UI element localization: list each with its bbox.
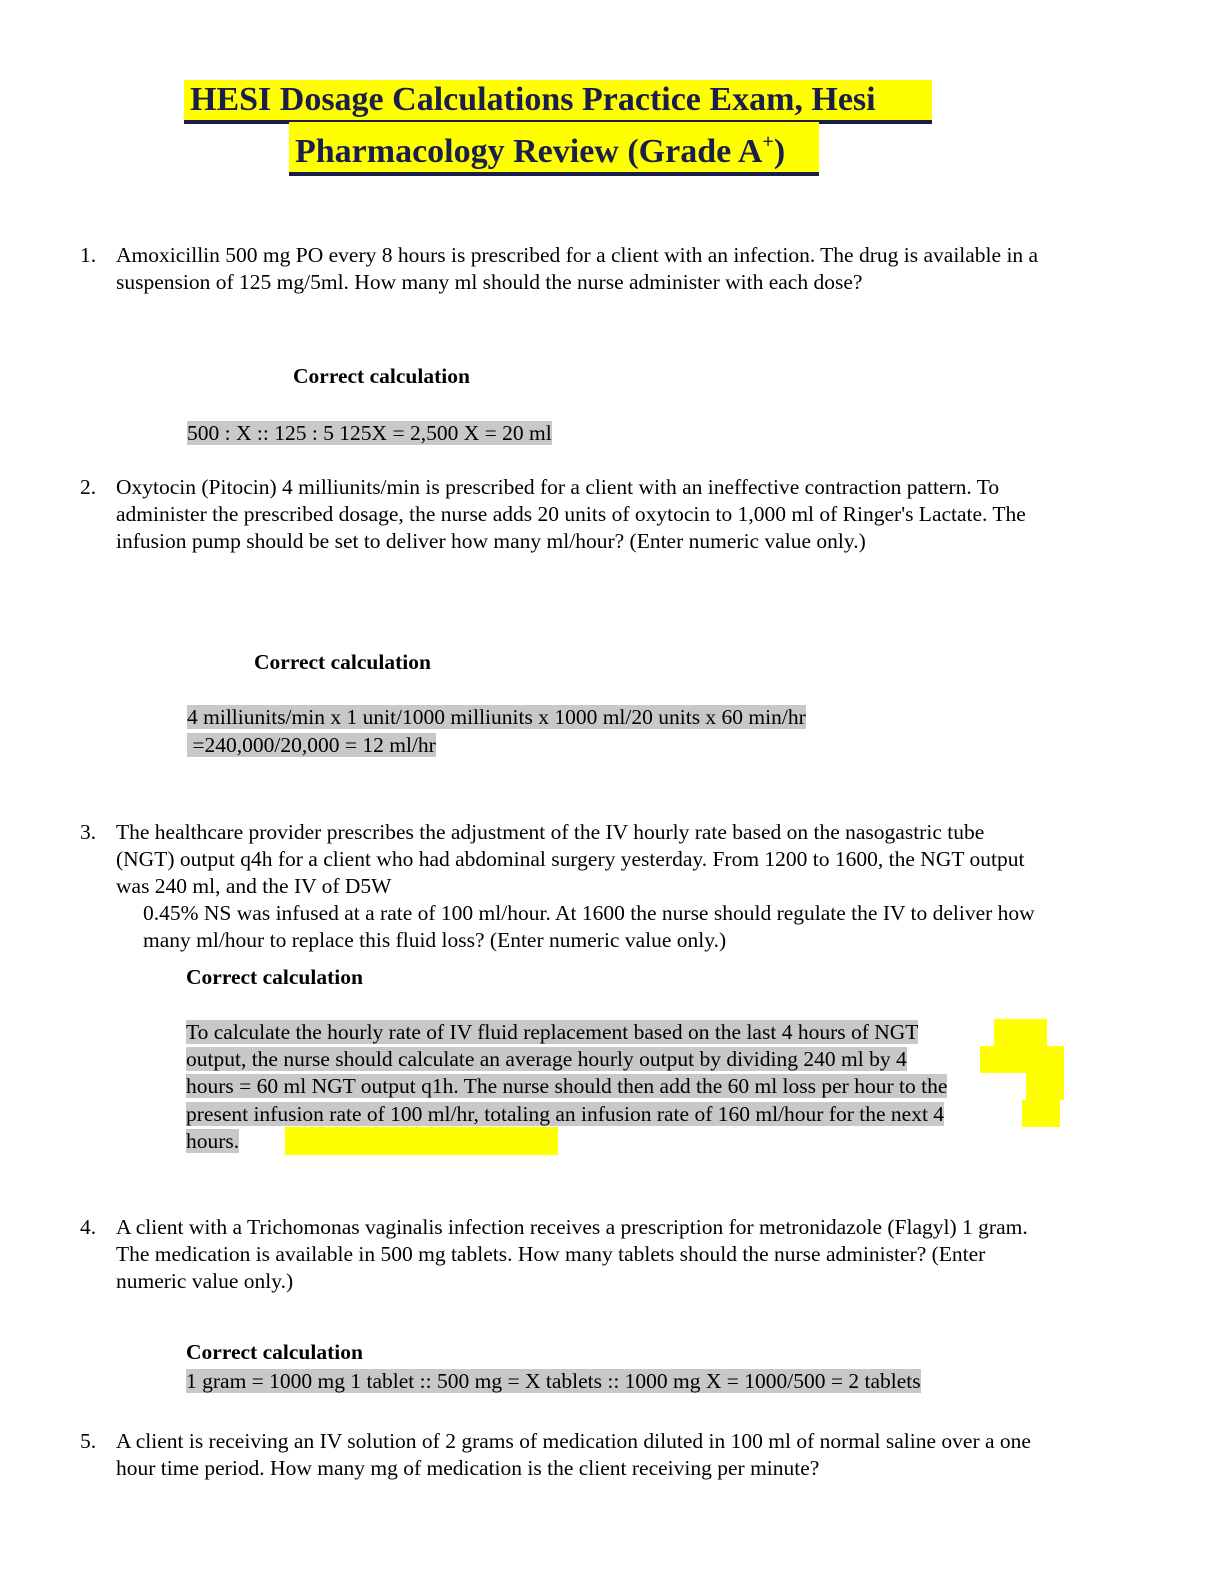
calc-line: hours = 60 ml NGT output q1h. The nurse should then add the 60 ml loss per hour to the: [186, 1074, 948, 1099]
question-4: [80, 1214, 1040, 1295]
question-text: A client with a Trichomonas vaginalis infection receives a prescription for metronidazole (Flagyl) 1 gram. The medication is available in 500 mg tablets. How many tablets should the nurse administer? (Enter numeric value only.): [116, 1215, 1028, 1293]
question-text: Amoxicillin 500 mg PO every 8 hours is prescribed for a client with an infection. The drug is available in a suspension of 125 mg/5ml. How many ml should the nurse administer with each dose?: [116, 243, 1039, 294]
calc-line: 1 gram = 1000 mg 1 tablet :: 500 mg = X tablets :: 1000 mg X = 1000/500 = 2 tablets: [186, 1369, 921, 1393]
calc-2: [187, 703, 806, 759]
calc-1: [187, 419, 552, 447]
question-number: 3.: [80, 820, 97, 844]
calc-label-1: Correct calculation: [293, 364, 470, 388]
question-number: 5.: [80, 1429, 97, 1453]
question-5: [80, 1428, 1040, 1482]
title-text-2: Pharmacology Review (Grade A: [295, 133, 763, 170]
question-text: The healthcare provider prescribes the adjustment of the IV hourly rate based on the nasogastric tube (NGT) output q4h for a client who had abdominal surgery yesterday. From 1200 to 1600, the NGT output was 240 ml, and the IV of D5W: [116, 820, 1025, 898]
question-text-wrap: [116, 819, 1040, 954]
calc-line: output, the nurse should calculate an average hourly output by dividing 240 ml by 4: [186, 1047, 907, 1072]
calc-line: =240,000/20,000 = 12 ml/hr: [187, 733, 436, 757]
calc-line: To calculate the hourly rate of IV fluid replacement based on the last 4 hours of NGT: [186, 1020, 919, 1044]
question-number: 1.: [80, 243, 97, 267]
calc-4: [186, 1367, 921, 1395]
question-number: 4.: [80, 1215, 97, 1239]
question-text: A client is receiving an IV solution of 2 grams of medication diluted in 100 ml of normal saline over a one hour time period. How many mg of medication is the client receiving per minute?: [116, 1429, 1031, 1480]
title-text-2-end: ): [773, 133, 786, 170]
question-3: [80, 819, 1040, 954]
calc-line: hours.: [186, 1128, 240, 1153]
title-line-2: [289, 122, 819, 176]
question-text-indent: 0.45% NS was infused at a rate of 100 ml/hour. At 1600 the nurse should regulate the IV to deliver how many ml/hour to replace this fluid loss? (Enter numeric value only.): [143, 901, 1035, 952]
title-text-1: HESI Dosage Calculations Practice Exam, Hesi: [190, 81, 876, 118]
title-superscript: +: [762, 131, 774, 153]
calc-line: present infusion rate of 100 ml/hr, totaling an infusion rate of 160 ml/hour for the next 4: [186, 1101, 945, 1126]
title-line-1: [184, 80, 932, 124]
question-text: Oxytocin (Pitocin) 4 milliunits/min is prescribed for a client with an ineffective contraction pattern. To administer the prescribed dosage, the nurse adds 20 units of oxytocin to 1,000 ml of Ringer's Lactate. The infusion pump should be set to deliver how many ml/hour? (Enter numeric value only.): [116, 475, 1026, 553]
calc-line: 500 : X :: 125 : 5 125X = 2,500 X = 20 ml: [187, 421, 552, 445]
calc-label-3: Correct calculation: [186, 965, 363, 989]
question-number: 2.: [80, 475, 97, 499]
question-1: [80, 242, 1040, 296]
question-2: [80, 474, 1040, 555]
calc-3: [186, 1019, 1046, 1155]
calc-line: 4 milliunits/min x 1 unit/1000 milliunits x 1000 ml/20 units x 60 min/hr: [187, 705, 806, 729]
calc-label-2: Correct calculation: [254, 650, 431, 674]
calc-label-4: Correct calculation: [186, 1340, 363, 1364]
